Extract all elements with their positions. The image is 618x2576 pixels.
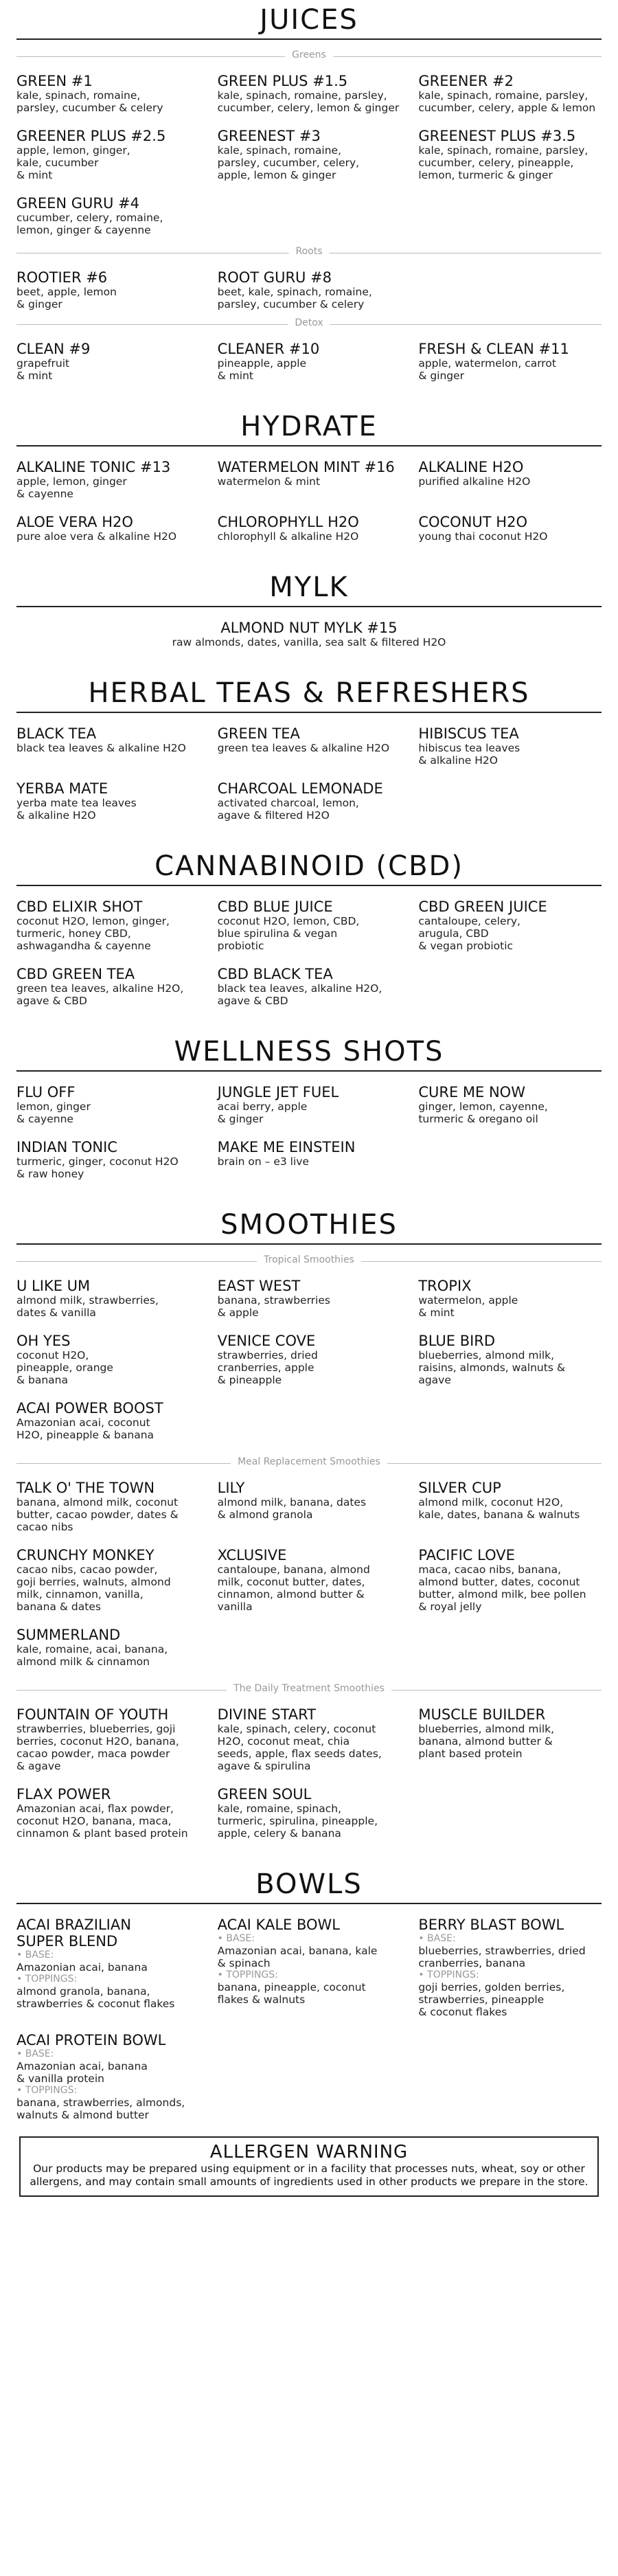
menu-item: [16, 899, 200, 952]
menu-item-name: CHARCOAL LEMONADE: [217, 780, 383, 797]
menu-item: [418, 725, 602, 767]
menu-item-name: BLACK TEA: [16, 725, 97, 742]
menu-item-description: almond milk, strawberries, dates & vanilla: [16, 1294, 159, 1319]
subsection-header: [16, 1683, 602, 1698]
toppings-label: • TOPPINGS:: [16, 1974, 78, 1985]
menu-item: [418, 1547, 602, 1613]
menu-item: [418, 1084, 602, 1125]
menu-item-name: FOUNTAIN OF YOUTH: [16, 1706, 169, 1723]
menu-item-description: green tea leaves, alkaline H2O, agave & CBD: [16, 982, 184, 1007]
menu-item-name: GREENER #2: [418, 73, 514, 89]
base-ingredients: blueberries, strawberries, dried cranberries, banana: [418, 1945, 586, 1969]
subsection-header: [16, 1456, 602, 1471]
menu-item: [418, 459, 602, 500]
base-label: • BASE:: [16, 1950, 54, 1961]
menu-item-description: kale, romaine, spinach, turmeric, spirulina, pineapple, apple, celery & banana: [217, 1803, 378, 1840]
menu-grid: [16, 1706, 602, 1840]
menu-grid: [16, 899, 602, 1007]
menu-item-description: raw almonds, dates, vanilla, sea salt & filtered H2O: [172, 636, 446, 648]
toppings-ingredients: goji berries, golden berries, strawberries, pineapple & coconut flakes: [418, 1981, 565, 2018]
menu-item-name: GREENER PLUS #2.5: [16, 128, 166, 144]
base-label: • BASE:: [16, 2048, 54, 2059]
menu-item: [218, 269, 401, 310]
menu-item-name: SUMMERLAND: [16, 1627, 121, 1643]
menu-item-description: banana, strawberries & apple: [217, 1294, 330, 1319]
menu-item: [418, 1333, 602, 1386]
menu-grid: [16, 73, 602, 236]
menu-grid: [16, 1084, 602, 1180]
menu-item: [16, 459, 200, 500]
menu-item-description: coconut H2O, lemon, ginger, turmeric, honey CBD, ashwagandha & cayenne: [16, 915, 170, 952]
menu-item: [16, 269, 200, 310]
menu-item: [16, 1627, 200, 1668]
menu-item: [218, 128, 401, 181]
menu-item-name: FLU OFF: [16, 1084, 76, 1100]
section-title: MYLK: [269, 572, 349, 603]
menu-item-description: apple, lemon, ginger & cayenne: [16, 475, 127, 500]
menu-item-name: GREENEST #3: [217, 128, 321, 144]
menu-item: [218, 1139, 401, 1180]
menu-item-name: JUNGLE JET FUEL: [217, 1084, 339, 1100]
menu-item-name: EAST WEST: [217, 1278, 301, 1294]
divider: [16, 38, 602, 40]
menu-item-description: pineapple, apple & mint: [217, 357, 307, 382]
section-title: BOWLS: [255, 1868, 363, 1900]
toppings-label: • TOPPINGS:: [418, 1969, 479, 1980]
menu-item: [418, 514, 602, 543]
menu-item-name: LILY: [217, 1480, 245, 1496]
menu-item-description: kale, spinach, romaine, parsley, cucumber, celery, apple & lemon: [418, 89, 596, 114]
menu-item: [16, 1400, 200, 1441]
hydrate-section: [16, 411, 602, 543]
menu-item-description: purified alkaline H2O: [418, 475, 531, 488]
menu-item-name: CRUNCHY MONKEY: [16, 1547, 154, 1563]
menu-item-name: CLEANER #10: [217, 341, 320, 357]
menu-item-name: ROOTIER #6: [16, 269, 108, 286]
section-title: SMOOTHIES: [220, 1209, 398, 1241]
menu-grid: [16, 341, 602, 382]
subsection-label: Detox: [288, 317, 330, 328]
menu-item-name: FLAX POWER: [16, 1786, 111, 1803]
section-title: HERBAL TEAS & REFRESHERS: [88, 677, 530, 709]
menu-item: [218, 780, 401, 822]
bowl-item: [16, 2032, 200, 2121]
menu-item: [16, 1084, 200, 1125]
menu-item: [218, 1278, 401, 1319]
bowl-item: [16, 1917, 200, 2018]
subsection-header: [16, 317, 602, 332]
menu-item: [16, 341, 200, 382]
menu-item-name: U LIKE UM: [16, 1278, 91, 1294]
subsection-header: [16, 246, 602, 261]
menu-item: [418, 899, 602, 952]
section-title: HYDRATE: [240, 411, 378, 442]
menu-item: [218, 1480, 401, 1533]
menu-item: [16, 725, 200, 767]
menu-item-description: Amazonian acai, flax powder, coconut H2O, banana, maca, cinnamon & plant based protein: [16, 1803, 188, 1840]
menu-item: [16, 620, 602, 648]
menu-item: [218, 1786, 401, 1840]
menu-item-name: ACAI POWER BOOST: [16, 1400, 163, 1416]
menu-item: [16, 1278, 200, 1319]
subsection-label: Greens: [285, 49, 333, 60]
menu-item-name: SILVER CUP: [418, 1480, 501, 1496]
menu-item-description: kale, romaine, acai, banana, almond milk & cinnamon: [16, 1643, 168, 1668]
smoothies-section: [16, 1209, 602, 1840]
menu-item: [418, 1480, 602, 1533]
menu-item-description: banana, almond milk, coconut butter, cacao powder, dates & cacao nibs: [16, 1496, 179, 1533]
menu-item: [16, 966, 200, 1007]
menu-item-description: green tea leaves & alkaline H2O: [217, 742, 390, 754]
menu-item-name: CBD BLACK TEA: [217, 966, 333, 982]
menu-item-description: strawberries, blueberries, goji berries, coconut H2O, banana, cacao powder, maca powder & agave: [16, 1723, 179, 1772]
menu-item-description: coconut H2O, lemon, CBD, blue spirulina & vegan probiotic: [217, 915, 360, 952]
menu-item-name: GREEN TEA: [217, 725, 300, 742]
menu-item-description: hibiscus tea leaves & alkaline H2O: [418, 742, 520, 767]
menu-item-description: acai berry, apple & ginger: [217, 1100, 308, 1125]
menu-item-name: ACAI KALE BOWL: [217, 1917, 340, 1933]
menu-item-description: blueberries, almond milk, banana, almond butter & plant based protein: [418, 1723, 555, 1760]
divider: [16, 712, 602, 713]
menu-item-name: CLEAN #9: [16, 341, 91, 357]
base-label: • BASE:: [418, 1933, 456, 1944]
menu-item-name: ROOT GURU #8: [217, 269, 332, 286]
section-title: JUICES: [260, 4, 358, 36]
menu-item: [218, 1706, 401, 1772]
menu-item: [16, 1333, 200, 1386]
menu-item-name: ALKALINE H2O: [418, 459, 524, 475]
subsection-label: Roots: [288, 246, 329, 257]
menu-item: [418, 1706, 602, 1772]
menu-item-description: lemon, ginger & cayenne: [16, 1100, 91, 1125]
juices-section: [16, 0, 602, 382]
allergen-body: Our products may be prepared using equipment or in a facility that processes nuts, wheat, soy or other allergens, and may contain small amounts of ingredients used in other products we prepare in the store.: [30, 2162, 588, 2188]
base-ingredients: Amazonian acai, banana: [16, 1961, 148, 1974]
menu-item-description: grapefruit & mint: [16, 357, 70, 382]
teas-section: [16, 677, 602, 822]
menu-grid: [16, 269, 602, 310]
menu-item-description: ginger, lemon, cayenne, turmeric & oregano oil: [418, 1100, 548, 1125]
menu-item-name: ALMOND NUT MYLK #15: [220, 620, 398, 636]
menu-item-description: maca, cacao nibs, banana, almond butter, dates, coconut butter, almond milk, bee pollen & royal jelly: [418, 1563, 586, 1613]
menu-item-name: COCONUT H2O: [418, 514, 527, 530]
menu-item-name: GREEN GURU #4: [16, 195, 140, 212]
menu-item: [218, 1084, 401, 1125]
menu-item-name: ALKALINE TONIC #13: [16, 459, 171, 475]
menu-item-name: BLUE BIRD: [418, 1333, 496, 1349]
menu-item-name: GREEN PLUS #1.5: [217, 73, 348, 89]
allergen-title: ALLERGEN WARNING: [209, 2142, 409, 2162]
menu-item: [16, 1139, 200, 1180]
menu-item-name: WATERMELON MINT #16: [217, 459, 395, 475]
menu-item-name: PACIFIC LOVE: [418, 1547, 515, 1563]
menu-grid: [16, 459, 602, 543]
menu-item-description: watermelon, apple & mint: [418, 1294, 518, 1319]
menu-item-name: GREEN #1: [16, 73, 93, 89]
menu-item-description: blueberries, almond milk, raisins, almonds, walnuts & agave: [418, 1349, 565, 1386]
menu-item-name: YERBA MATE: [16, 780, 108, 797]
bowls-grid: [16, 1917, 602, 2121]
menu-item-description: kale, spinach, romaine, parsley, cucumber, celery, apple, lemon & ginger: [217, 144, 360, 181]
menu-item: [218, 1333, 401, 1386]
menu-item-name: BERRY BLAST BOWL: [418, 1917, 564, 1933]
base-ingredients: Amazonian acai, banana & vanilla protein: [16, 2060, 148, 2085]
menu-item-name: TROPIX: [418, 1278, 472, 1294]
menu-item-description: yerba mate tea leaves & alkaline H2O: [16, 797, 137, 822]
menu-item-description: apple, watermelon, carrot & ginger: [418, 357, 556, 382]
menu-item-name: INDIAN TONIC: [16, 1139, 117, 1155]
menu-item-name: ACAI BRAZILIAN SUPER BLEND: [16, 1917, 131, 1950]
menu-item: [418, 128, 602, 181]
menu-item-name: CBD GREEN TEA: [16, 966, 135, 982]
menu-item-name: VENICE COVE: [217, 1333, 316, 1349]
menu-item: [218, 966, 401, 1007]
cbd-section: [16, 850, 602, 1007]
menu-item-name: XCLUSIVE: [217, 1547, 287, 1563]
divider: [16, 1070, 602, 1072]
base-ingredients: Amazonian acai, banana, kale & spinach: [217, 1945, 378, 1969]
menu-item: [16, 195, 200, 236]
section-title: CANNABINOID (CBD): [154, 850, 464, 882]
menu-item-name: TALK O' THE TOWN: [16, 1480, 155, 1496]
menu-item: [418, 1278, 602, 1319]
toppings-ingredients: almond granola, banana, strawberries & coconut flakes: [16, 1985, 175, 2010]
mylk-section: [16, 572, 602, 648]
menu-item-description: cantaloupe, celery, arugula, CBD & vegan probiotic: [418, 915, 520, 952]
menu-item-name: HIBISCUS TEA: [418, 725, 519, 742]
menu-item-description: black tea leaves, alkaline H2O, agave & CBD: [217, 982, 382, 1007]
menu-item: [16, 1480, 200, 1533]
menu-item: [218, 725, 401, 767]
menu-item-name: DIVINE START: [217, 1706, 317, 1723]
menu-item-description: strawberries, dried cranberries, apple & pineapple: [217, 1349, 318, 1386]
menu-item-description: activated charcoal, lemon, agave & filtered H2O: [217, 797, 359, 822]
bowl-item: [418, 1917, 602, 2018]
menu-item: [218, 341, 401, 382]
menu-item-name: FRESH & CLEAN #11: [418, 341, 569, 357]
menu-item-description: pure aloe vera & alkaline H2O: [16, 530, 177, 543]
subsection-label: The Daily Treatment Smoothies: [227, 1683, 391, 1694]
menu-item-description: kale, spinach, romaine, parsley, cucumber & celery: [16, 89, 163, 114]
menu-item-description: black tea leaves & alkaline H2O: [16, 742, 186, 754]
divider: [16, 885, 602, 886]
menu-item: [418, 341, 602, 382]
subsection-header: [16, 1254, 602, 1269]
menu-item-name: MAKE ME EINSTEIN: [217, 1139, 356, 1155]
divider: [16, 445, 602, 447]
menu-item-description: cacao nibs, cacao powder, goji berries, walnuts, almond milk, cinnamon, vanilla, banana & dates: [16, 1563, 171, 1613]
menu-item: [16, 1786, 200, 1840]
divider: [16, 606, 602, 607]
menu-item-description: watermelon & mint: [217, 475, 321, 488]
menu-item-description: cucumber, celery, romaine, lemon, ginger & cayenne: [16, 212, 163, 236]
menu-item: [218, 1547, 401, 1613]
menu-item: [218, 459, 401, 500]
menu-item-description: cantaloupe, banana, almond milk, coconut butter, dates, cinnamon, almond butter & vanilla: [217, 1563, 370, 1613]
menu-item-name: MUSCLE BUILDER: [418, 1706, 546, 1723]
menu-grid: [16, 1480, 602, 1668]
menu-item-name: CBD ELIXIR SHOT: [16, 899, 143, 915]
menu-item: [218, 899, 401, 952]
menu-grid: [16, 725, 602, 822]
bowls-section: [16, 1868, 602, 2121]
menu-item: [418, 73, 602, 114]
menu-item-description: turmeric, ginger, coconut H2O & raw honey: [16, 1155, 179, 1180]
menu-item-name: GREENEST PLUS #3.5: [418, 128, 576, 144]
section-title: WELLNESS SHOTS: [174, 1036, 444, 1067]
menu-item-name: GREEN SOUL: [217, 1786, 312, 1803]
divider: [16, 1243, 602, 1245]
menu-item-description: chlorophyll & alkaline H2O: [217, 530, 359, 543]
subsection-label: Meal Replacement Smoothies: [231, 1456, 387, 1467]
menu-item-name: OH YES: [16, 1333, 71, 1349]
menu-item: [16, 73, 200, 114]
menu-item-description: kale, spinach, romaine, parsley, cucumber, celery, pineapple, lemon, turmeric & ginger: [418, 144, 588, 181]
menu-item-name: CBD GREEN JUICE: [418, 899, 547, 915]
menu-item: [218, 514, 401, 543]
menu-item-description: young thai coconut H2O: [418, 530, 548, 543]
menu-item-description: kale, spinach, romaine, parsley, cucumber, celery, lemon & ginger: [217, 89, 400, 114]
shots-section: [16, 1036, 602, 1180]
menu-item-description: apple, lemon, ginger, kale, cucumber & mint: [16, 144, 130, 181]
menu-item-description: brain on – e3 live: [217, 1155, 309, 1168]
menu-item: [16, 128, 200, 181]
allergen-warning-box: [19, 2136, 599, 2197]
subsection-label: Tropical Smoothies: [257, 1254, 361, 1265]
menu-item-description: beet, kale, spinach, romaine, parsley, cucumber & celery: [217, 286, 372, 310]
menu-item-name: CHLOROPHYLL H2O: [217, 514, 359, 530]
menu-item: [218, 73, 401, 114]
menu-item-name: CURE ME NOW: [418, 1084, 525, 1100]
bowl-item: [218, 1917, 401, 2018]
menu-item-name: ALOE VERA H2O: [16, 514, 133, 530]
menu-item: [16, 1706, 200, 1772]
menu-item-name: ACAI PROTEIN BOWL: [16, 2032, 166, 2048]
subsection-header: [16, 49, 602, 65]
menu-item-name: CBD BLUE JUICE: [217, 899, 333, 915]
menu-item: [16, 780, 200, 822]
menu-item: [16, 514, 200, 543]
menu-item-description: coconut H2O, pineapple, orange & banana: [16, 1349, 113, 1386]
menu-item-description: kale, spinach, celery, coconut H2O, coconut meat, chia seeds, apple, flax seeds dates, agave & spirulina: [217, 1723, 382, 1772]
menu-item-description: beet, apple, lemon & ginger: [16, 286, 117, 310]
divider: [16, 1903, 602, 1904]
toppings-label: • TOPPINGS:: [16, 2085, 78, 2096]
toppings-ingredients: banana, strawberries, almonds, walnuts & almond butter: [16, 2097, 185, 2121]
menu-item-description: Amazonian acai, coconut H2O, pineapple & banana: [16, 1416, 154, 1441]
menu-grid: [16, 1278, 602, 1441]
toppings-ingredients: banana, pineapple, coconut flakes & walnuts: [217, 1981, 366, 2006]
menu-item: [16, 1547, 200, 1613]
menu-item-description: almond milk, coconut H2O, kale, dates, banana & walnuts: [418, 1496, 580, 1521]
toppings-label: • TOPPINGS:: [217, 1969, 278, 1980]
base-label: • BASE:: [217, 1933, 255, 1944]
menu-item-description: almond milk, banana, dates & almond granola: [217, 1496, 367, 1521]
